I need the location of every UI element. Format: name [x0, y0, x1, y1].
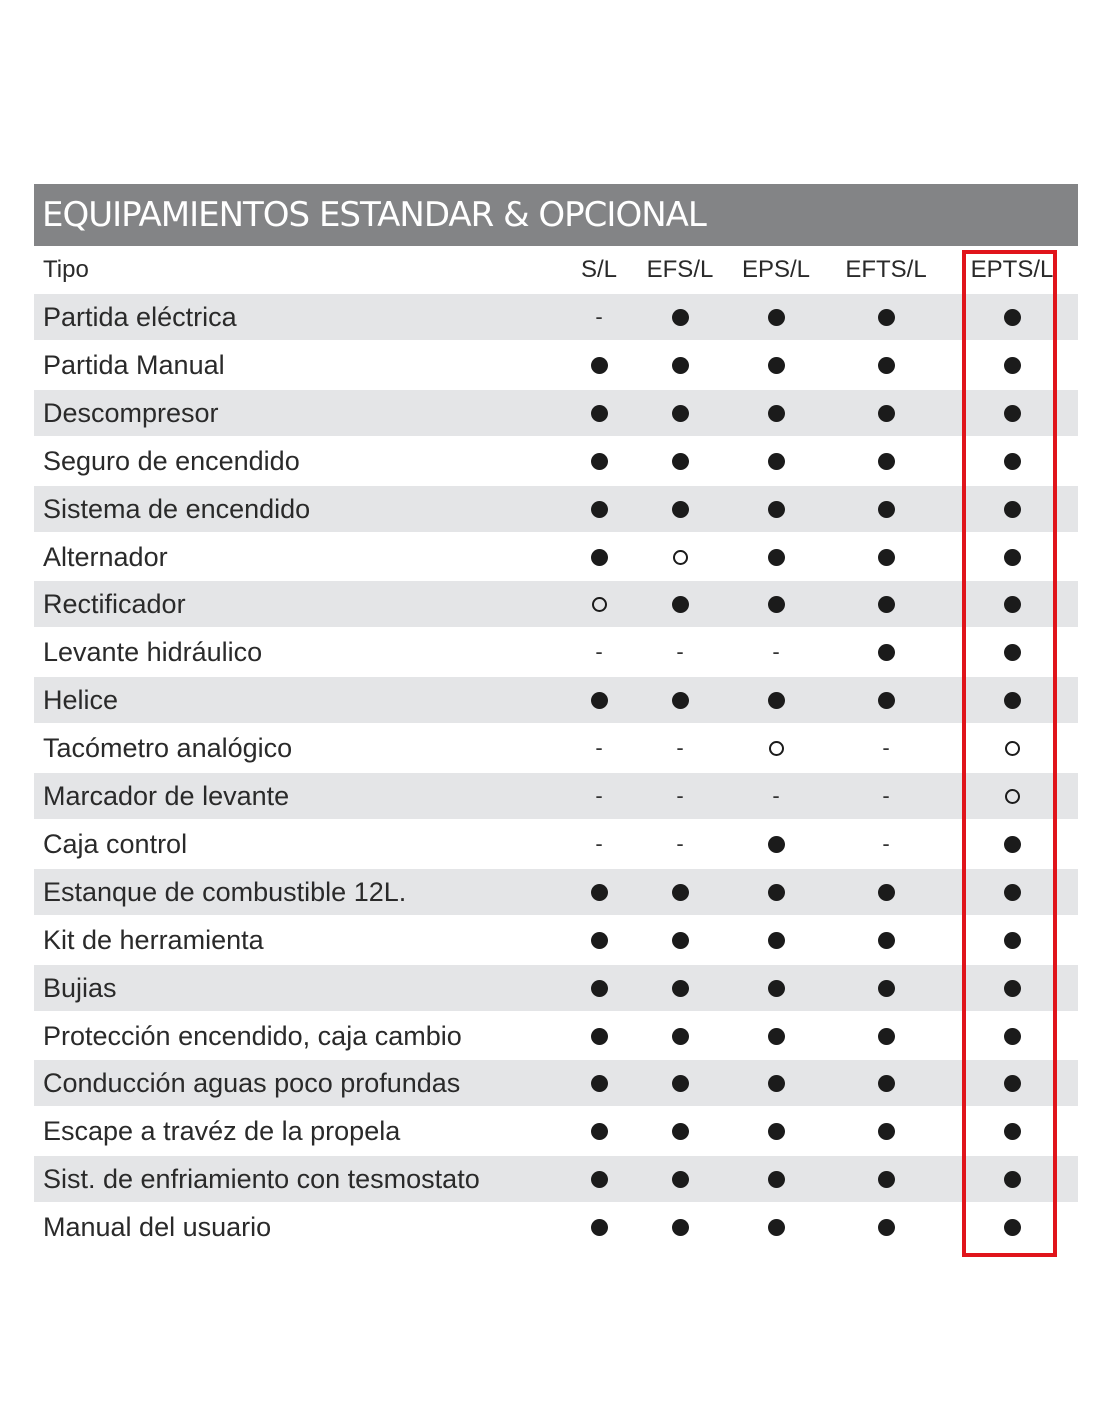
table-cell: [846, 773, 926, 819]
table-cell: [846, 725, 926, 771]
table-row: [34, 869, 1078, 915]
not-available-dash: -: [882, 735, 890, 760]
table-cell: [640, 486, 720, 532]
table-cell: [559, 677, 639, 723]
standard-dot-icon: [1004, 549, 1021, 566]
table-cell: [559, 869, 639, 915]
column-header-epts-l: EPTS/L: [970, 256, 1054, 283]
standard-dot-icon: [768, 309, 785, 326]
table-cell: [640, 965, 720, 1011]
column-header-efs-l: EFS/L: [646, 256, 714, 283]
standard-dot-icon: [878, 644, 895, 661]
standard-dot-icon: [878, 453, 895, 470]
standard-dot-icon: [768, 932, 785, 949]
table-cell: [736, 725, 816, 771]
standard-dot-icon: [768, 1075, 785, 1092]
table-row: [34, 390, 1078, 436]
row-label: Kit de herramienta: [43, 924, 264, 955]
table-cell: [559, 581, 639, 627]
table-cell: [559, 486, 639, 532]
table-cell: [640, 1108, 720, 1154]
not-available-dash: -: [595, 831, 603, 856]
table-cell: [846, 1013, 926, 1059]
table-cell: [846, 917, 926, 963]
row-label: Protección encendido, caja cambio: [43, 1020, 462, 1051]
standard-dot-icon: [768, 836, 785, 853]
standard-dot-icon: [878, 501, 895, 518]
table-cell: [846, 1204, 926, 1250]
table-cell: [736, 869, 816, 915]
table-cell: [846, 677, 926, 723]
standard-dot-icon: [1004, 405, 1021, 422]
table-row: [34, 773, 1078, 819]
table-cell: [972, 917, 1052, 963]
table-cell: [972, 1060, 1052, 1106]
standard-dot-icon: [591, 501, 608, 518]
not-available-dash: -: [676, 735, 684, 760]
table-cell: [972, 965, 1052, 1011]
optional-circle-icon: [1005, 741, 1020, 756]
table-row: [34, 581, 1078, 627]
standard-dot-icon: [591, 884, 608, 901]
table-cell: [972, 1156, 1052, 1202]
table-row: [34, 1013, 1078, 1059]
table-cell: [559, 438, 639, 484]
table-cell: [846, 294, 926, 340]
standard-dot-icon: [768, 453, 785, 470]
standard-dot-icon: [1004, 692, 1021, 709]
standard-dot-icon: [672, 453, 689, 470]
not-available-dash: -: [772, 639, 780, 664]
standard-dot-icon: [591, 1219, 608, 1236]
table-cell: [972, 390, 1052, 436]
table-cell: [846, 1156, 926, 1202]
not-available-dash: -: [595, 735, 603, 760]
standard-dot-icon: [768, 692, 785, 709]
table-row: [34, 438, 1078, 484]
table-row: [34, 342, 1078, 388]
table-row: [34, 1156, 1078, 1202]
standard-dot-icon: [672, 309, 689, 326]
row-label: Sist. de enfriamiento con tesmostato: [43, 1163, 480, 1194]
table-cell: [640, 581, 720, 627]
table-cell: [736, 534, 816, 580]
standard-dot-icon: [1004, 501, 1021, 518]
table-cell: [972, 1013, 1052, 1059]
row-label: Seguro de encendido: [43, 445, 300, 476]
standard-dot-icon: [878, 980, 895, 997]
table-row: [34, 1204, 1078, 1250]
table-cell: [559, 342, 639, 388]
standard-dot-icon: [591, 980, 608, 997]
table-cell: [736, 1108, 816, 1154]
standard-dot-icon: [1004, 884, 1021, 901]
table-cell: [640, 294, 720, 340]
table-cell: [972, 869, 1052, 915]
standard-dot-icon: [591, 405, 608, 422]
table-cell: [972, 773, 1052, 819]
standard-dot-icon: [768, 405, 785, 422]
row-label: Partida Manual: [43, 349, 225, 380]
standard-dot-icon: [591, 453, 608, 470]
standard-dot-icon: [1004, 1075, 1021, 1092]
table-cell: [846, 965, 926, 1011]
not-available-dash: -: [595, 304, 603, 329]
standard-dot-icon: [878, 1123, 895, 1140]
table-cell: [736, 773, 816, 819]
standard-dot-icon: [672, 501, 689, 518]
type-column-header: Tipo: [43, 256, 89, 283]
not-available-dash: -: [882, 831, 890, 856]
standard-dot-icon: [672, 1123, 689, 1140]
standard-dot-icon: [591, 1171, 608, 1188]
table-cell: [972, 629, 1052, 675]
standard-dot-icon: [1004, 453, 1021, 470]
row-label: Alternador: [43, 541, 168, 572]
table-cell: [972, 294, 1052, 340]
table-cell: [972, 438, 1052, 484]
table-cell: [736, 1060, 816, 1106]
table-cell: [846, 629, 926, 675]
table-cell: [559, 725, 639, 771]
standard-dot-icon: [672, 884, 689, 901]
standard-dot-icon: [878, 692, 895, 709]
standard-dot-icon: [768, 980, 785, 997]
column-header-eps-l: EPS/L: [741, 256, 811, 283]
table-cell: [736, 1204, 816, 1250]
standard-dot-icon: [1004, 836, 1021, 853]
standard-dot-icon: [878, 357, 895, 374]
table-cell: [846, 1060, 926, 1106]
standard-dot-icon: [591, 692, 608, 709]
standard-dot-icon: [1004, 357, 1021, 374]
standard-dot-icon: [672, 1028, 689, 1045]
table-row: [34, 725, 1078, 771]
optional-circle-icon: [592, 597, 607, 612]
row-label: Marcador de levante: [43, 780, 290, 811]
table-cell: [846, 390, 926, 436]
table-row: [34, 917, 1078, 963]
column-header-efts-l: EFTS/L: [845, 256, 927, 283]
standard-dot-icon: [1004, 932, 1021, 949]
standard-dot-icon: [878, 932, 895, 949]
not-available-dash: -: [595, 639, 603, 664]
table-cell: [846, 534, 926, 580]
table-cell: [640, 917, 720, 963]
table-cell: [559, 821, 639, 867]
table-cell: [846, 486, 926, 532]
standard-dot-icon: [878, 1028, 895, 1045]
standard-dot-icon: [878, 309, 895, 326]
standard-dot-icon: [1004, 1171, 1021, 1188]
standard-dot-icon: [878, 1075, 895, 1092]
standard-dot-icon: [878, 1219, 895, 1236]
table-cell: [736, 1013, 816, 1059]
standard-dot-icon: [591, 932, 608, 949]
standard-dot-icon: [591, 1028, 608, 1045]
table-cell: [640, 342, 720, 388]
table-cell: [736, 965, 816, 1011]
standard-dot-icon: [1004, 1028, 1021, 1045]
not-available-dash: -: [676, 639, 684, 664]
table-cell: [972, 821, 1052, 867]
table-cell: [736, 294, 816, 340]
table-cell: [736, 917, 816, 963]
table-cell: [846, 342, 926, 388]
table-cell: [972, 342, 1052, 388]
table-cell: [640, 1060, 720, 1106]
table-row: [34, 486, 1078, 532]
table-cell: [640, 821, 720, 867]
table-row: [34, 965, 1078, 1011]
table-cell: [846, 581, 926, 627]
standard-dot-icon: [1004, 644, 1021, 661]
table-cell: [640, 390, 720, 436]
row-label: Partida eléctrica: [43, 301, 237, 332]
table-title: EQUIPAMIENTOS ESTANDAR & OPCIONAL: [42, 195, 706, 235]
standard-dot-icon: [591, 1123, 608, 1140]
standard-dot-icon: [591, 1075, 608, 1092]
table-row: [34, 677, 1078, 723]
standard-dot-icon: [672, 1075, 689, 1092]
table-cell: [972, 534, 1052, 580]
table-cell: [736, 390, 816, 436]
table-cell: [736, 1156, 816, 1202]
standard-dot-icon: [1004, 980, 1021, 997]
table-row: [34, 821, 1078, 867]
standard-dot-icon: [768, 596, 785, 613]
standard-dot-icon: [768, 549, 785, 566]
row-label: Conducción aguas poco profundas: [43, 1067, 461, 1098]
table-cell: [640, 1204, 720, 1250]
table-cell: [736, 821, 816, 867]
column-header-s-l: S/L: [580, 256, 618, 283]
table-cell: [640, 1013, 720, 1059]
standard-dot-icon: [1004, 596, 1021, 613]
standard-dot-icon: [672, 405, 689, 422]
table-cell: [640, 773, 720, 819]
table-cell: [559, 534, 639, 580]
table-cell: [640, 438, 720, 484]
standard-dot-icon: [672, 596, 689, 613]
not-available-dash: -: [882, 783, 890, 808]
table-cell: [736, 438, 816, 484]
standard-dot-icon: [1004, 1123, 1021, 1140]
table-cell: [972, 677, 1052, 723]
standard-dot-icon: [878, 596, 895, 613]
table-cell: [559, 917, 639, 963]
table-cell: [736, 629, 816, 675]
standard-dot-icon: [878, 405, 895, 422]
standard-dot-icon: [878, 884, 895, 901]
table-cell: [559, 629, 639, 675]
table-cell: [559, 965, 639, 1011]
row-label: Estanque de combustible 12L.: [43, 876, 407, 907]
table-cell: [640, 869, 720, 915]
standard-dot-icon: [672, 980, 689, 997]
table-cell: [972, 725, 1052, 771]
table-cell: [972, 486, 1052, 532]
standard-dot-icon: [768, 501, 785, 518]
standard-dot-icon: [591, 357, 608, 374]
table-cell: [736, 486, 816, 532]
standard-dot-icon: [768, 1171, 785, 1188]
table-cell: [640, 725, 720, 771]
standard-dot-icon: [672, 1219, 689, 1236]
standard-dot-icon: [768, 1123, 785, 1140]
row-label: Tacómetro analógico: [43, 732, 293, 763]
table-cell: [559, 390, 639, 436]
table-cell: [972, 581, 1052, 627]
table-cell: [559, 1060, 639, 1106]
table-cell: [559, 1156, 639, 1202]
standard-dot-icon: [591, 549, 608, 566]
table-cell: [640, 1156, 720, 1202]
standard-dot-icon: [768, 1219, 785, 1236]
optional-circle-icon: [769, 741, 784, 756]
table-row: [34, 1108, 1078, 1154]
table-cell: [846, 869, 926, 915]
table-cell: [736, 342, 816, 388]
table-cell: [559, 773, 639, 819]
table-cell: [559, 1013, 639, 1059]
standard-dot-icon: [878, 1171, 895, 1188]
standard-dot-icon: [672, 357, 689, 374]
row-label: Descompresor: [43, 397, 219, 428]
table-cell: [559, 1204, 639, 1250]
row-label: Escape a travéz de la propela: [43, 1115, 401, 1146]
row-label: Rectificador: [43, 588, 186, 619]
row-label: Helice: [43, 684, 119, 715]
row-label: Caja control: [43, 828, 188, 859]
optional-circle-icon: [1005, 789, 1020, 804]
table-cell: [846, 1108, 926, 1154]
table-cell: [972, 1108, 1052, 1154]
table-row: [34, 534, 1078, 580]
table-cell: [736, 581, 816, 627]
standard-dot-icon: [672, 692, 689, 709]
row-label: Manual del usuario: [43, 1211, 272, 1242]
row-label: Bujias: [43, 972, 117, 1003]
table-cell: [640, 629, 720, 675]
not-available-dash: -: [676, 783, 684, 808]
table-cell: [846, 438, 926, 484]
not-available-dash: -: [676, 831, 684, 856]
table-cell: [640, 534, 720, 580]
table-row: [34, 294, 1078, 340]
table-row: [34, 629, 1078, 675]
standard-dot-icon: [768, 357, 785, 374]
table-cell: [846, 821, 926, 867]
table-cell: [640, 677, 720, 723]
row-label: Levante hidráulico: [43, 636, 263, 667]
standard-dot-icon: [878, 549, 895, 566]
table-row: [34, 1060, 1078, 1106]
standard-dot-icon: [1004, 309, 1021, 326]
standard-dot-icon: [672, 1171, 689, 1188]
optional-circle-icon: [673, 550, 688, 565]
table-cell: [559, 1108, 639, 1154]
not-available-dash: -: [772, 783, 780, 808]
table-title-banner: [34, 184, 1078, 246]
not-available-dash: -: [595, 783, 603, 808]
standard-dot-icon: [768, 1028, 785, 1045]
table-cell: [736, 677, 816, 723]
table-cell: [559, 294, 639, 340]
standard-dot-icon: [672, 932, 689, 949]
row-label: Sistema de encendido: [43, 493, 311, 524]
table-cell: [972, 1204, 1052, 1250]
standard-dot-icon: [1004, 1219, 1021, 1236]
standard-dot-icon: [768, 884, 785, 901]
